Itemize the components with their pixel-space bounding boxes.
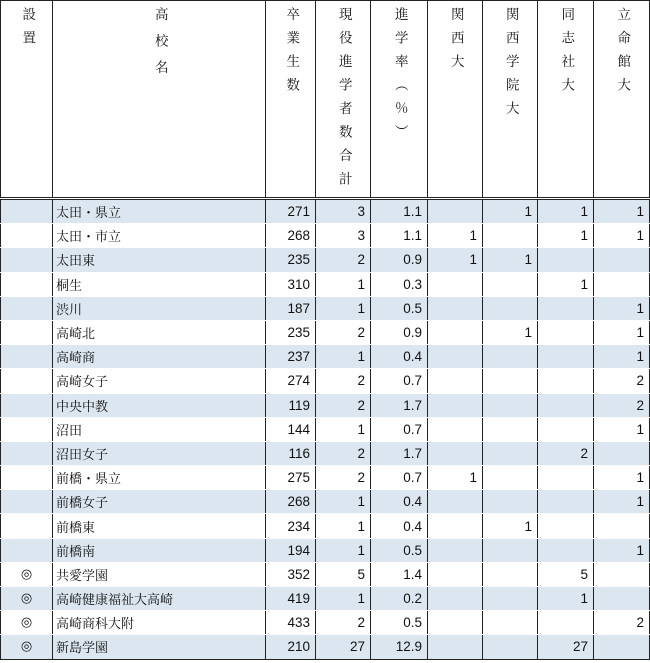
cell-kansai: 1 <box>428 224 483 248</box>
cell-grads: 144 <box>266 417 316 441</box>
cell-mark <box>1 417 53 441</box>
cell-total: 2 <box>316 320 371 344</box>
cell-grads: 433 <box>266 611 316 635</box>
table-row <box>1 635 650 659</box>
cell-name: 前橋東 <box>53 514 266 538</box>
cell-rate: 0.5 <box>371 538 428 562</box>
cell-doshisha: 2 <box>538 441 594 465</box>
cell-mark <box>1 296 53 320</box>
cell-name: 前橋女子 <box>53 490 266 514</box>
header-label: 関西大 <box>447 7 464 78</box>
cell-grads: 187 <box>266 296 316 320</box>
cell-name: 沼田女子 <box>53 441 266 465</box>
cell-doshisha: 1 <box>538 199 594 224</box>
cell-rate: 1.1 <box>371 224 428 248</box>
cell-kwansei <box>483 538 538 562</box>
cell-doshisha <box>538 417 594 441</box>
cell-mark <box>1 272 53 296</box>
cell-kwansei <box>483 466 538 490</box>
cell-rate: 0.7 <box>371 369 428 393</box>
header-total <box>316 1 371 199</box>
cell-kwansei <box>483 490 538 514</box>
table-row <box>1 490 650 514</box>
cell-doshisha <box>538 345 594 369</box>
cell-rate: 0.4 <box>371 490 428 514</box>
cell-grads: 119 <box>266 393 316 417</box>
cell-mark <box>1 369 53 393</box>
cell-kansai <box>428 199 483 224</box>
cell-total: 27 <box>316 635 371 659</box>
table-row <box>1 441 650 465</box>
cell-kansai <box>428 514 483 538</box>
cell-rate: 0.9 <box>371 248 428 272</box>
cell-kwansei <box>483 587 538 611</box>
cell-name: 渋川 <box>53 296 266 320</box>
table-row <box>1 345 650 369</box>
table-row <box>1 611 650 635</box>
cell-grads: 275 <box>266 466 316 490</box>
cell-ritsumeikan <box>594 635 650 659</box>
cell-rate: 1.7 <box>371 393 428 417</box>
table-row <box>1 562 650 586</box>
cell-rate: 0.4 <box>371 514 428 538</box>
cell-kwansei <box>483 296 538 320</box>
cell-total: 1 <box>316 587 371 611</box>
cell-ritsumeikan: 1 <box>594 320 650 344</box>
cell-kansai <box>428 441 483 465</box>
cell-total: 1 <box>316 417 371 441</box>
cell-name: 新島学園 <box>53 635 266 659</box>
cell-ritsumeikan: 2 <box>594 369 650 393</box>
header-label: 進学率（％） <box>391 7 408 148</box>
cell-rate: 1.7 <box>371 441 428 465</box>
cell-doshisha: 5 <box>538 562 594 586</box>
cell-total: 3 <box>316 224 371 248</box>
cell-rate: 0.7 <box>371 466 428 490</box>
header-kwansei <box>483 1 538 199</box>
cell-grads: 194 <box>266 538 316 562</box>
cell-doshisha <box>538 369 594 393</box>
cell-name: 前橋・県立 <box>53 466 266 490</box>
table-row <box>1 369 650 393</box>
cell-kwansei <box>483 345 538 369</box>
cell-total: 2 <box>316 248 371 272</box>
header-label: 高校名 <box>151 7 168 87</box>
cell-ritsumeikan: 1 <box>594 490 650 514</box>
header-kansai <box>428 1 483 199</box>
cell-ritsumeikan: 1 <box>594 224 650 248</box>
header-row <box>1 1 650 199</box>
cell-kansai <box>428 320 483 344</box>
cell-ritsumeikan: 1 <box>594 466 650 490</box>
table-row <box>1 296 650 320</box>
table-row <box>1 514 650 538</box>
cell-total: 2 <box>316 369 371 393</box>
cell-name: 高崎商科大附 <box>53 611 266 635</box>
cell-kwansei <box>483 417 538 441</box>
cell-total: 1 <box>316 345 371 369</box>
cell-grads: 268 <box>266 490 316 514</box>
table-row <box>1 199 650 224</box>
cell-ritsumeikan: 1 <box>594 296 650 320</box>
cell-ritsumeikan <box>594 248 650 272</box>
table-body <box>1 199 650 660</box>
cell-ritsumeikan: 1 <box>594 538 650 562</box>
cell-name: 共愛学園 <box>53 562 266 586</box>
cell-doshisha <box>538 296 594 320</box>
cell-total: 2 <box>316 393 371 417</box>
cell-mark <box>1 466 53 490</box>
cell-doshisha <box>538 248 594 272</box>
cell-mark: ◎ <box>1 635 53 659</box>
cell-kansai: 1 <box>428 248 483 272</box>
cell-grads: 310 <box>266 272 316 296</box>
cell-name: 中央中教 <box>53 393 266 417</box>
cell-doshisha: 1 <box>538 224 594 248</box>
cell-kwansei <box>483 369 538 393</box>
cell-name: 太田東 <box>53 248 266 272</box>
cell-total: 2 <box>316 611 371 635</box>
cell-kansai <box>428 369 483 393</box>
cell-mark <box>1 248 53 272</box>
cell-kansai <box>428 538 483 562</box>
table-row <box>1 224 650 248</box>
cell-kansai: 1 <box>428 466 483 490</box>
cell-ritsumeikan: 2 <box>594 393 650 417</box>
cell-kansai <box>428 272 483 296</box>
cell-ritsumeikan: 2 <box>594 611 650 635</box>
cell-kansai <box>428 417 483 441</box>
header-rate <box>371 1 428 199</box>
header-label: 設置 <box>19 7 36 54</box>
cell-total: 5 <box>316 562 371 586</box>
cell-name: 桐生 <box>53 272 266 296</box>
cell-ritsumeikan <box>594 562 650 586</box>
cell-rate: 0.2 <box>371 587 428 611</box>
cell-ritsumeikan <box>594 272 650 296</box>
cell-ritsumeikan <box>594 514 650 538</box>
cell-mark <box>1 393 53 417</box>
header-school-name <box>53 1 266 199</box>
cell-mark <box>1 538 53 562</box>
cell-kwansei <box>483 562 538 586</box>
cell-kwansei <box>483 611 538 635</box>
cell-doshisha <box>538 320 594 344</box>
cell-rate: 1.1 <box>371 199 428 224</box>
table-row <box>1 393 650 417</box>
cell-kwansei: 1 <box>483 199 538 224</box>
header-label: 卒業生数 <box>283 7 300 101</box>
cell-rate: 0.7 <box>371 417 428 441</box>
header-label: 同志社大 <box>558 7 575 101</box>
cell-grads: 234 <box>266 514 316 538</box>
cell-grads: 237 <box>266 345 316 369</box>
cell-kwansei: 1 <box>483 248 538 272</box>
table-row <box>1 320 650 344</box>
cell-grads: 235 <box>266 248 316 272</box>
cell-ritsumeikan: 1 <box>594 345 650 369</box>
cell-grads: 268 <box>266 224 316 248</box>
cell-kwansei: 1 <box>483 320 538 344</box>
cell-kwansei <box>483 272 538 296</box>
header-label: 関西学院大 <box>502 7 519 125</box>
header-setup <box>1 1 53 199</box>
cell-rate: 1.4 <box>371 562 428 586</box>
cell-total: 1 <box>316 538 371 562</box>
header-doshisha <box>538 1 594 199</box>
cell-mark: ◎ <box>1 562 53 586</box>
cell-name: 高崎北 <box>53 320 266 344</box>
header-label: 現役進学者数合計 <box>335 7 352 195</box>
cell-rate: 0.4 <box>371 345 428 369</box>
cell-total: 1 <box>316 514 371 538</box>
cell-kwansei <box>483 635 538 659</box>
cell-doshisha: 27 <box>538 635 594 659</box>
cell-rate: 0.5 <box>371 296 428 320</box>
cell-doshisha <box>538 514 594 538</box>
cell-kansai <box>428 296 483 320</box>
cell-kwansei: 1 <box>483 514 538 538</box>
cell-ritsumeikan: 1 <box>594 199 650 224</box>
header-ritsumeikan <box>594 1 650 199</box>
cell-name: 高崎女子 <box>53 369 266 393</box>
cell-total: 3 <box>316 199 371 224</box>
cell-ritsumeikan: 1 <box>594 417 650 441</box>
cell-mark: ◎ <box>1 611 53 635</box>
cell-rate: 0.5 <box>371 611 428 635</box>
cell-doshisha <box>538 466 594 490</box>
cell-ritsumeikan <box>594 441 650 465</box>
cell-mark <box>1 320 53 344</box>
cell-doshisha <box>538 611 594 635</box>
cell-rate: 0.3 <box>371 272 428 296</box>
cell-mark <box>1 441 53 465</box>
cell-kwansei <box>483 441 538 465</box>
table-row <box>1 538 650 562</box>
cell-rate: 0.9 <box>371 320 428 344</box>
cell-mark <box>1 199 53 224</box>
cell-grads: 274 <box>266 369 316 393</box>
cell-mark <box>1 345 53 369</box>
cell-name: 太田・市立 <box>53 224 266 248</box>
cell-rate: 12.9 <box>371 635 428 659</box>
cell-doshisha <box>538 538 594 562</box>
cell-mark <box>1 224 53 248</box>
cell-grads: 210 <box>266 635 316 659</box>
table-row <box>1 587 650 611</box>
cell-grads: 271 <box>266 199 316 224</box>
header-graduates <box>266 1 316 199</box>
cell-kwansei <box>483 393 538 417</box>
cell-name: 高崎健康福祉大高崎 <box>53 587 266 611</box>
cell-grads: 235 <box>266 320 316 344</box>
cell-kansai <box>428 490 483 514</box>
cell-grads: 352 <box>266 562 316 586</box>
header-label: 立命館大 <box>614 7 631 101</box>
cell-kwansei <box>483 224 538 248</box>
cell-doshisha: 1 <box>538 272 594 296</box>
cell-name: 太田・県立 <box>53 199 266 224</box>
cell-total: 1 <box>316 296 371 320</box>
cell-grads: 116 <box>266 441 316 465</box>
cell-total: 2 <box>316 466 371 490</box>
table-row <box>1 417 650 441</box>
cell-kansai <box>428 562 483 586</box>
cell-mark: ◎ <box>1 587 53 611</box>
cell-ritsumeikan <box>594 587 650 611</box>
table-row <box>1 272 650 296</box>
table-row <box>1 466 650 490</box>
cell-doshisha: 1 <box>538 587 594 611</box>
cell-name: 高崎商 <box>53 345 266 369</box>
cell-total: 1 <box>316 490 371 514</box>
cell-mark <box>1 490 53 514</box>
cell-kansai <box>428 635 483 659</box>
cell-name: 前橋南 <box>53 538 266 562</box>
cell-grads: 419 <box>266 587 316 611</box>
cell-kansai <box>428 393 483 417</box>
cell-kansai <box>428 587 483 611</box>
cell-total: 2 <box>316 441 371 465</box>
cell-kansai <box>428 345 483 369</box>
cell-mark <box>1 514 53 538</box>
cell-name: 沼田 <box>53 417 266 441</box>
cell-kansai <box>428 611 483 635</box>
cell-doshisha <box>538 490 594 514</box>
cell-total: 1 <box>316 272 371 296</box>
table-row <box>1 248 650 272</box>
cell-doshisha <box>538 393 594 417</box>
